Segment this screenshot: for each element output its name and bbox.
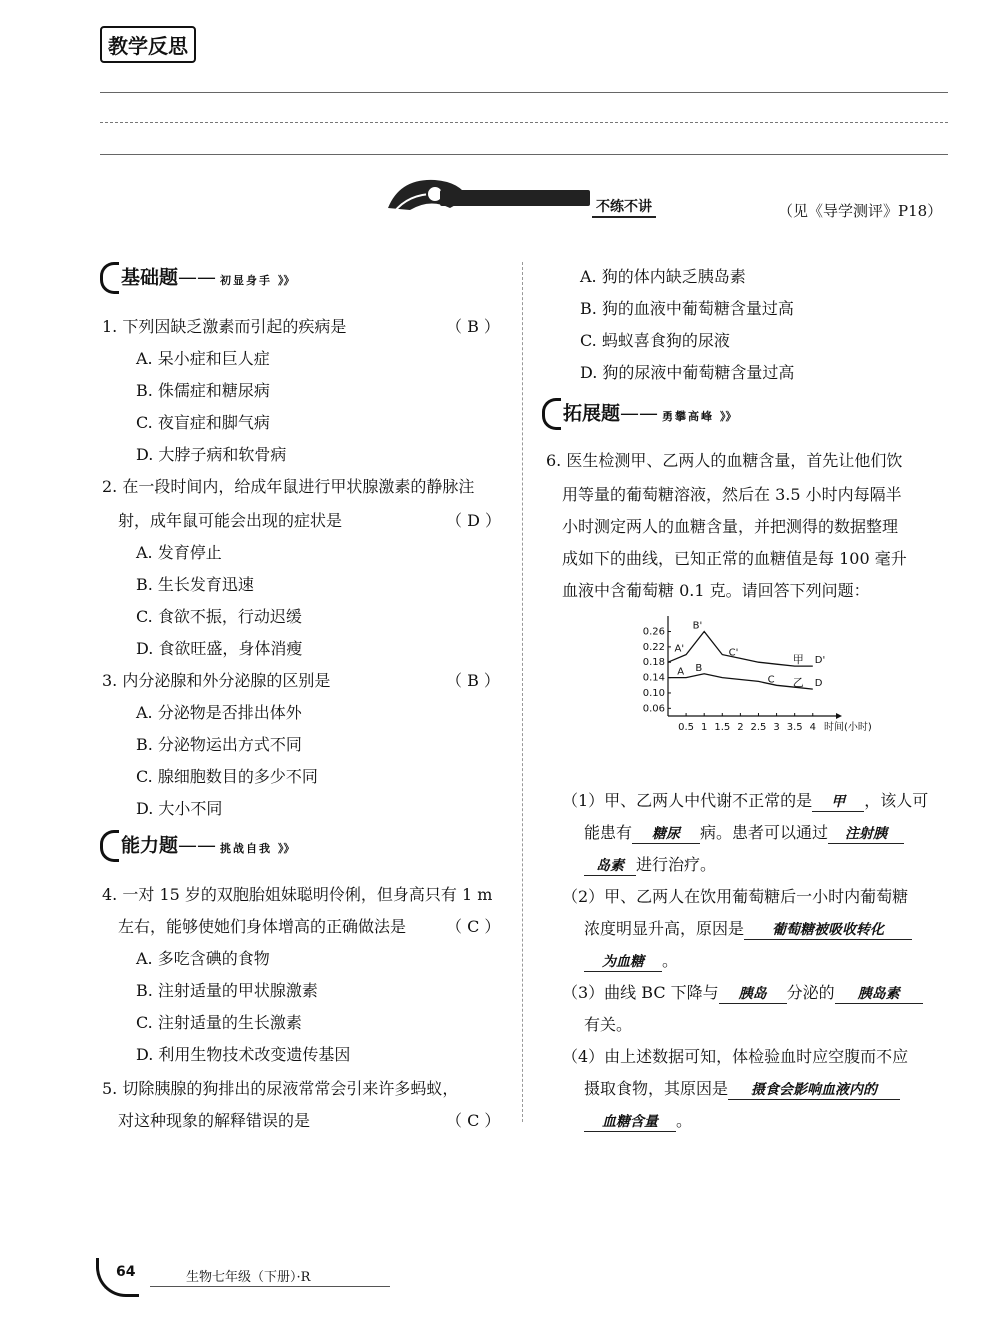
q6-p1-blank-3: 注射胰 (828, 823, 904, 844)
q6-p1-line3: 岛素 进行治疗。 (584, 852, 716, 876)
x-axis-arrow-icon (836, 713, 842, 719)
q6-p3-blank-2: 胰岛素 (835, 983, 923, 1004)
q6-p2-line3: 为血糖 。 (584, 948, 678, 972)
q1-option-b: B. 侏儒症和糖尿病 (136, 381, 270, 400)
section-basic: 基础题—— 初显身手 》》 (100, 262, 295, 294)
banner-label: 不练不讲 (592, 196, 656, 218)
q2-option-c: C. 食欲不振，行动迟缓 (136, 607, 302, 626)
q3-option-c: C. 腺细胞数目的多少不同 (136, 767, 318, 786)
column-divider (522, 262, 523, 1122)
section-ability: 能力题—— 挑战自我 》》 (100, 830, 295, 862)
section-title: 拓展题 (563, 402, 621, 425)
series-name-label: 甲 (792, 653, 804, 667)
q6-p4-line1: （4）由上述数据可知，体检验血时应空腹而不应 (562, 1047, 909, 1066)
q1-answer: （ B ） (446, 317, 500, 336)
q6-p4-line3: 血糖含量 。 (584, 1108, 692, 1132)
section-subtitle: 勇攀高峰 (662, 409, 715, 423)
y-tick-label: 0.18 (642, 657, 665, 669)
q6-p1-line2: 能患有 糖尿 病。患者可以通过 注射胰 (584, 820, 904, 844)
footer-rule (150, 1286, 390, 1287)
q6-stem-line5: 血液中含葡萄糖 0.1 克。请回答下列问题： (562, 581, 870, 600)
q1-option-a: A. 呆小症和巨人症 (136, 349, 270, 368)
book-title: 生物七年级（下册）·R (186, 1270, 311, 1285)
x-axis-label: 时间(小时) (824, 722, 872, 733)
q2-stem-line1: 2. 在一段时间内，给成年鼠进行甲状腺激素的静脉注 (102, 477, 475, 496)
point-label: B' (692, 620, 703, 632)
q6-p4-blank-1: 摄食会影响血液内的 (728, 1079, 900, 1100)
section-arc-icon (100, 262, 119, 294)
section-title: 基础题 (121, 266, 179, 289)
point-label: A (677, 666, 685, 678)
q5-option-d: D. 狗的尿液中葡萄糖含量过高 (580, 363, 795, 382)
y-tick-label: 0.22 (642, 641, 665, 653)
q1-option-d: D. 大脖子病和软骨病 (136, 445, 287, 464)
q4-option-b: B. 注射适量的甲状腺激素 (136, 981, 318, 1000)
point-label: C (767, 674, 775, 686)
x-tick-label: 0.5 (678, 722, 695, 733)
point-label: A' (674, 643, 685, 655)
blood-glucose-chart (620, 612, 880, 742)
reflection-line-1 (100, 92, 948, 93)
q5-option-a: A. 狗的体内缺乏胰岛素 (580, 267, 746, 286)
reflection-line-3 (100, 154, 948, 155)
q5-option-b: B. 狗的血液中葡萄糖含量过高 (580, 299, 794, 318)
series-line-jia (668, 632, 813, 667)
q1-option-c: C. 夜盲症和脚气病 (136, 413, 270, 432)
x-tick-label: 3.5 (786, 722, 803, 733)
q4-option-d: D. 利用生物技术改变遗传基因 (136, 1045, 351, 1064)
point-label: C' (728, 647, 739, 659)
q2-option-b: B. 生长发育迅速 (136, 575, 254, 594)
q6-p1-blank-3b: 岛素 (584, 855, 636, 876)
x-tick-label: 2 (737, 722, 744, 733)
reference-note: （见《导学测评》P18） (778, 202, 943, 220)
q6-stem-line4: 成如下的曲线，已知正常的血糖值是每 100 毫升 (562, 549, 907, 568)
q6-p2-line2: 浓度明显升高，原因是 葡萄糖被吸收转化 (584, 916, 912, 940)
teaching-reflection-tag: 教学反思 (100, 26, 196, 63)
q1-stem: 1. 下列因缺乏激素而引起的疾病是 (102, 317, 347, 336)
x-tick-label: 1.5 (714, 722, 731, 733)
q4-stem-line2: 左右，能够使她们身体增高的正确做法是 (118, 917, 407, 936)
x-tick-label: 3 (773, 722, 780, 733)
section-arc-icon (100, 830, 119, 862)
q5-option-c: C. 蚂蚁喜食狗的尿液 (580, 331, 730, 350)
x-tick-label: 1 (701, 722, 708, 733)
section-arc-icon (542, 398, 561, 430)
q2-answer: （ D ） (446, 511, 502, 530)
y-tick-label: 0.26 (642, 626, 665, 638)
q6-p2-blank-1: 葡萄糖被吸收转化 (744, 919, 912, 940)
banner-bar (440, 190, 590, 206)
q3-stem: 3. 内分泌腺和外分泌腺的区别是 (102, 671, 331, 690)
x-tick-label: 2.5 (750, 722, 767, 733)
q6-p1-blank-2: 糖尿 (632, 823, 700, 844)
y-tick-label: 0.14 (642, 672, 665, 684)
q2-stem-line2: 射，成年鼠可能会出现的症状是 (118, 511, 343, 530)
q6-p1-blank-1: 甲 (812, 791, 864, 812)
q4-option-a: A. 多吃含碘的食物 (136, 949, 270, 968)
q5-stem-line2: 对这种现象的解释错误的是 (118, 1111, 311, 1130)
q6-p4-blank-2: 血糖含量 (584, 1111, 676, 1132)
q6-p3-blank-1: 胰岛 (719, 983, 787, 1004)
q6-p3-line2: 有关。 (584, 1015, 633, 1034)
point-label: D (814, 678, 823, 690)
q6-stem-line3: 小时测定两人的血糖含量，并把测得的数据整理 (562, 517, 899, 536)
q3-option-a: A. 分泌物是否排出体外 (136, 703, 302, 722)
series-line-yi (668, 674, 813, 689)
section-extend: 拓展题—— 勇攀高峰 》》 (542, 398, 737, 430)
y-tick-label: 0.10 (642, 687, 665, 699)
q2-option-d: D. 食欲旺盛，身体消瘦 (136, 639, 303, 658)
point-label: D' (814, 655, 826, 667)
q6-p2-blank-2: 为血糖 (584, 951, 662, 972)
section-title: 能力题 (121, 834, 179, 857)
q4-stem-line1: 4. 一对 15 岁的双胞胎姐妹聪明伶俐，但身高只有 1 m (102, 885, 493, 904)
q2-option-a: A. 发育停止 (136, 543, 222, 562)
practice-banner (380, 168, 680, 218)
x-tick-label: 4 (809, 722, 816, 733)
q3-option-b: B. 分泌物运出方式不同 (136, 735, 302, 754)
q6-p3-line1: （3）曲线 BC 下降与 胰岛 分泌的 胰岛素 (562, 980, 923, 1004)
q6-p2-line1: （2）甲、乙两人在饮用葡萄糖后一小时内葡萄糖 (562, 887, 909, 906)
q3-option-d: D. 大小不同 (136, 799, 223, 818)
q6-p1-line1: （1）甲、乙两人中代谢不正常的是 甲 ，该人可 (562, 791, 929, 810)
q5-answer: （ C ） (446, 1111, 501, 1130)
point-label: B (695, 662, 703, 674)
q5-stem-line1: 5. 切除胰腺的狗排出的尿液常常会引来许多蚂蚁， (102, 1079, 459, 1098)
q4-answer: （ C ） (446, 917, 501, 936)
page-number: 64 (116, 1264, 136, 1280)
reflection-line-2 (100, 122, 948, 123)
q6-p4-line2: 摄取食物，其原因是 摄食会影响血液内的 (584, 1076, 900, 1100)
section-subtitle: 初显身手 (220, 273, 273, 287)
y-tick-label: 0.06 (642, 703, 665, 715)
q6-stem-line2: 用等量的葡萄糖溶液，然后在 3.5 小时内每隔半 (562, 485, 902, 504)
q4-option-c: C. 注射适量的生长激素 (136, 1013, 302, 1032)
q6-stem-line1: 6. 医生检测甲、乙两人的血糖含量，首先让他们饮 (546, 451, 903, 470)
series-name-label: 乙 (792, 676, 804, 690)
section-subtitle: 挑战自我 (220, 841, 273, 855)
q3-answer: （ B ） (446, 671, 500, 690)
